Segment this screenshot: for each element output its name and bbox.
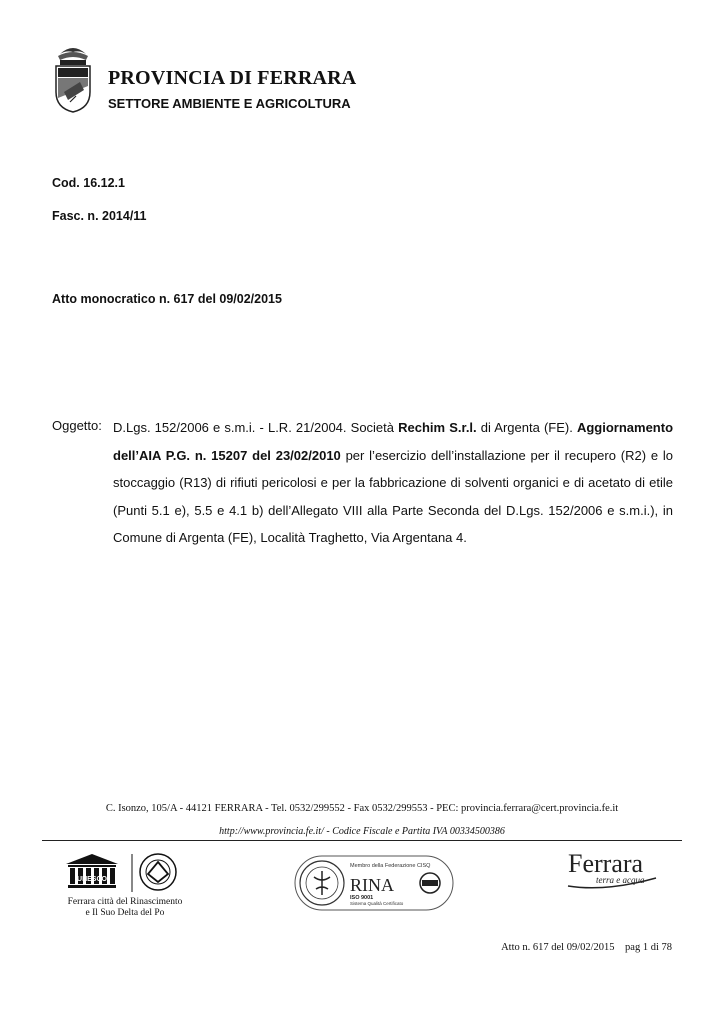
footer-address: C. Isonzo, 105/A - 44121 FERRARA - Tel. 0532/299552 - Fax 0532/299553 - PEC: provincia.ferrara@cert.provincia.fe.it xyxy=(105,803,619,814)
ferrara-brand-text: Ferrara xyxy=(568,849,644,878)
provincia-crest-logo xyxy=(50,42,96,114)
subject-text-1: D.Lgs. 152/2006 e s.m.i. - L.R. 21/2004. Società xyxy=(113,420,399,435)
rina-cert-text: Sistema Qualità Certificato xyxy=(350,901,404,906)
unesco-caption xyxy=(50,897,200,919)
atto-title: Atto monocratico n. 617 del 09/02/2015 xyxy=(52,292,282,306)
ferrara-terra-acqua-logo xyxy=(566,848,662,892)
subject-label: Oggetto: xyxy=(52,418,102,433)
rina-text: RINA xyxy=(350,875,394,895)
update-title: Aggiornamento dell’AIA P.G. n. 15207 del 23/02/2010 xyxy=(113,420,674,463)
rina-member-text: Membro della Federazione CISQ xyxy=(350,863,431,869)
rina-certification-logo xyxy=(294,855,454,911)
subject-text-3: per l’esercizio dell’installazione per il recupero (R2) e lo stoccaggio (R13) di rifiuti pericolosi e per la fabbricazione di solventi organici e di acetato di etile (Punti 5.1 e), 5.5 e 4.1 b) dell’Allegato VIII alla Parte Seconda del D.Lgs. 152/2006 e s.m.i.), in Comune di Argenta (FE), Località Traghetto, Via Argentana 4. xyxy=(113,447,673,545)
page-reference: Atto n. 617 del 09/02/2015 pag 1 di 78 xyxy=(501,942,672,953)
footer-web: http://www.provincia.fe.it/ - Codice Fiscale e Partita IVA 00334500386 xyxy=(219,826,505,837)
rina-iso-text: ISO 9001 xyxy=(350,895,374,901)
org-subtitle: SETTORE AMBIENTE E AGRICOLTURA xyxy=(108,96,351,111)
subject-body xyxy=(113,414,673,552)
fasc-number: Fasc. n. 2014/11 xyxy=(52,209,147,223)
company-name: Rechim S.r.l. xyxy=(398,420,477,435)
ferrara-tagline-text: terra e acqua xyxy=(596,875,645,885)
unesco-text: UNESCO xyxy=(77,876,107,883)
subject-text-2: di Argenta (FE). xyxy=(476,420,577,435)
cod-number: Cod. 16.12.1 xyxy=(52,176,125,190)
unesco-logo xyxy=(62,852,180,896)
footer-divider xyxy=(42,840,682,841)
unesco-caption-line2: e Il Suo Delta del Po xyxy=(85,908,165,918)
unesco-caption-line1: Ferrara città del Rinascimento xyxy=(67,897,183,907)
org-title: PROVINCIA DI FERRARA xyxy=(108,67,357,89)
